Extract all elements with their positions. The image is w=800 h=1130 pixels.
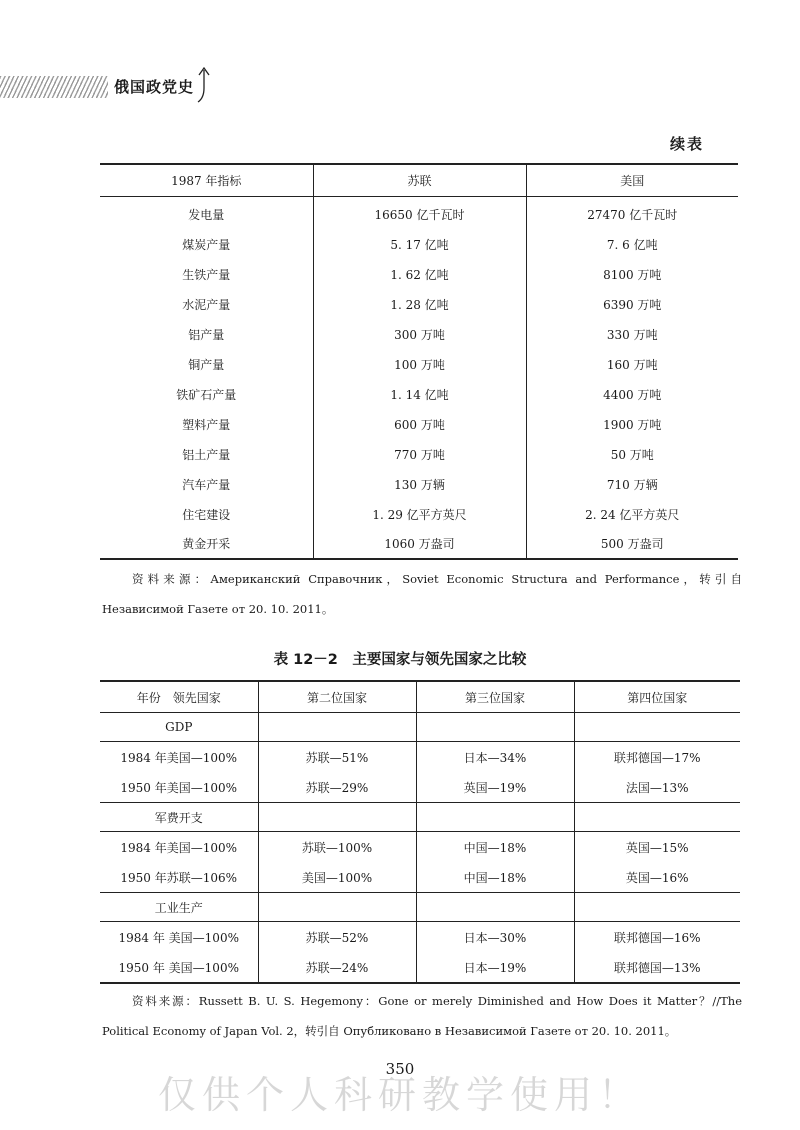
table-cell: 1950 年美国—100% (100, 772, 258, 803)
table-cell: 联邦德国—13% (574, 952, 740, 983)
table-row (100, 197, 738, 230)
column-header: 美国 (526, 164, 738, 197)
indicators-table (100, 163, 738, 560)
table-cell: 1. 62 亿吨 (313, 259, 526, 289)
section-title: GDP (100, 713, 258, 742)
table-cell: 1950 年 美国—100% (100, 952, 258, 983)
table-row (100, 259, 738, 289)
table-cell: 1. 28 亿吨 (313, 289, 526, 319)
table-cell: 50 万吨 (610, 447, 654, 462)
table-cell: 16650 亿千瓦时 (313, 197, 526, 230)
table-cell: 发电量 (100, 197, 313, 230)
table-cell: 8100 万吨 (603, 267, 662, 282)
table-cell: 中国—18% (416, 832, 574, 863)
table-row (100, 439, 738, 469)
header-hatch-band (0, 76, 108, 98)
section-title: 工业生产 (100, 893, 258, 922)
table-cell: 铝产量 (100, 319, 313, 349)
table-cell: 铁矿石产量 (100, 379, 313, 409)
table-cell: 黄金开采 (100, 529, 313, 559)
table-cell: 100 万吨 (313, 349, 526, 379)
table-row (100, 529, 738, 559)
table-row (100, 349, 738, 379)
table-row (100, 742, 740, 773)
table-cell: 美国—100% (258, 862, 416, 893)
table-row (100, 229, 738, 259)
table-cell: 1. 29 亿平方英尺 (313, 499, 526, 529)
column-header: 第二位国家 (258, 681, 416, 713)
table-cell: 水泥产量 (100, 289, 313, 319)
table1-source-note: 资料来源：Американский Справочник，Soviet Economic Structura and Performance，转引自 Независимой Газете от 20. 10. 2011。 (102, 572, 742, 616)
table-cell: 500 万盎司 (526, 529, 738, 559)
table-cell: 联邦德国—17% (613, 750, 701, 765)
table-row (100, 469, 738, 499)
continued-table-label: 续表 (669, 135, 704, 153)
table-cell: 1984 年美国—100% (100, 832, 258, 863)
table-header-row (100, 681, 740, 713)
table-cell: 160 万吨 (606, 357, 658, 372)
table-cell: 1900 万吨 (603, 417, 662, 432)
table-row (100, 289, 738, 319)
table-cell: 苏联—51% (258, 742, 416, 773)
table-cell: 600 万吨 (313, 409, 526, 439)
table-cell: 塑料产量 (100, 409, 313, 439)
column-header: 苏联 (313, 164, 526, 197)
table-cell: 英国—15% (625, 840, 689, 855)
table-row (100, 862, 740, 893)
section-row (100, 803, 740, 832)
table-cell: 联邦德国—16% (613, 930, 701, 945)
section-title: 军费开支 (100, 803, 258, 832)
table-cell: 煤炭产量 (100, 229, 313, 259)
table-row (100, 319, 738, 349)
table-cell: 1060 万盎司 (313, 529, 526, 559)
table-cell: 日本—19% (416, 952, 574, 983)
table-cell: 生铁产量 (100, 259, 313, 289)
table-row (100, 952, 740, 983)
table-cell: 日本—34% (416, 742, 574, 773)
table-cell: 4400 万吨 (603, 387, 662, 402)
table-cell: 住宅建设 (100, 499, 313, 529)
table-cell: 苏联—52% (258, 922, 416, 953)
table-cell: 5. 17 亿吨 (313, 229, 526, 259)
section-row (100, 893, 740, 922)
table-cell: 1. 14 亿吨 (313, 379, 526, 409)
table2-source-note: 资料来源：Russett B. U. S. Hegemony：Gone or merely Diminished and How Does it Matter？//The Political Economy of Japan Vol. 2，转引自 Опубликовано в Независимой Газете от 20. 10. 2011。 (102, 994, 742, 1038)
table-cell: 英国—16% (574, 862, 740, 893)
column-header: 1987 年指标 (100, 164, 313, 197)
table-cell: 英国—19% (416, 772, 574, 803)
table-cell: 日本—30% (416, 922, 574, 953)
table-cell: 6390 万吨 (603, 297, 662, 312)
table-row (100, 409, 738, 439)
table-cell: 130 万辆 (313, 469, 526, 499)
table2-caption: 表 12－2 主要国家与领先国家之比较 (273, 652, 527, 668)
table-cell: 2. 24 亿平方英尺 (585, 507, 680, 522)
table-cell: 法国—13% (574, 772, 740, 803)
watermark: 仅供个人科研教学使用！ (157, 1073, 642, 1117)
table-cell: 27470 亿千瓦时 (587, 207, 678, 222)
table-cell: 中国—18% (416, 862, 574, 893)
table-row (100, 772, 740, 803)
table-row (100, 832, 740, 863)
table-cell: 710 万辆 (606, 477, 658, 492)
table-cell: 770 万吨 (313, 439, 526, 469)
column-header: 第三位国家 (416, 681, 574, 713)
table-cell: 苏联—24% (258, 952, 416, 983)
table-cell: 1950 年苏联—106% (100, 862, 258, 893)
table-cell: 铝土产量 (100, 439, 313, 469)
table-cell: 铜产量 (100, 349, 313, 379)
table-cell: 330 万吨 (606, 327, 658, 342)
page-number: 350 (385, 1060, 415, 1078)
table-cell: 苏联—29% (258, 772, 416, 803)
table-cell: 苏联—100% (258, 832, 416, 863)
table-row (100, 379, 738, 409)
table-cell: 1984 年美国—100% (100, 742, 258, 773)
table-cell: 300 万吨 (313, 319, 526, 349)
column-header: 年份 领先国家 (100, 681, 258, 713)
column-header: 第四位国家 (574, 681, 740, 713)
table-row (100, 922, 740, 953)
comparison-table (100, 680, 740, 984)
table-cell: 汽车产量 (100, 469, 313, 499)
table-cell: 7. 6 亿吨 (606, 237, 658, 252)
table-cell: 1984 年 美国—100% (100, 922, 258, 953)
table-row (100, 499, 738, 529)
running-header-title: 俄国政党史 (114, 78, 195, 96)
section-row (100, 713, 740, 742)
table-header-row (100, 164, 738, 197)
header-arrow-icon (188, 64, 210, 104)
